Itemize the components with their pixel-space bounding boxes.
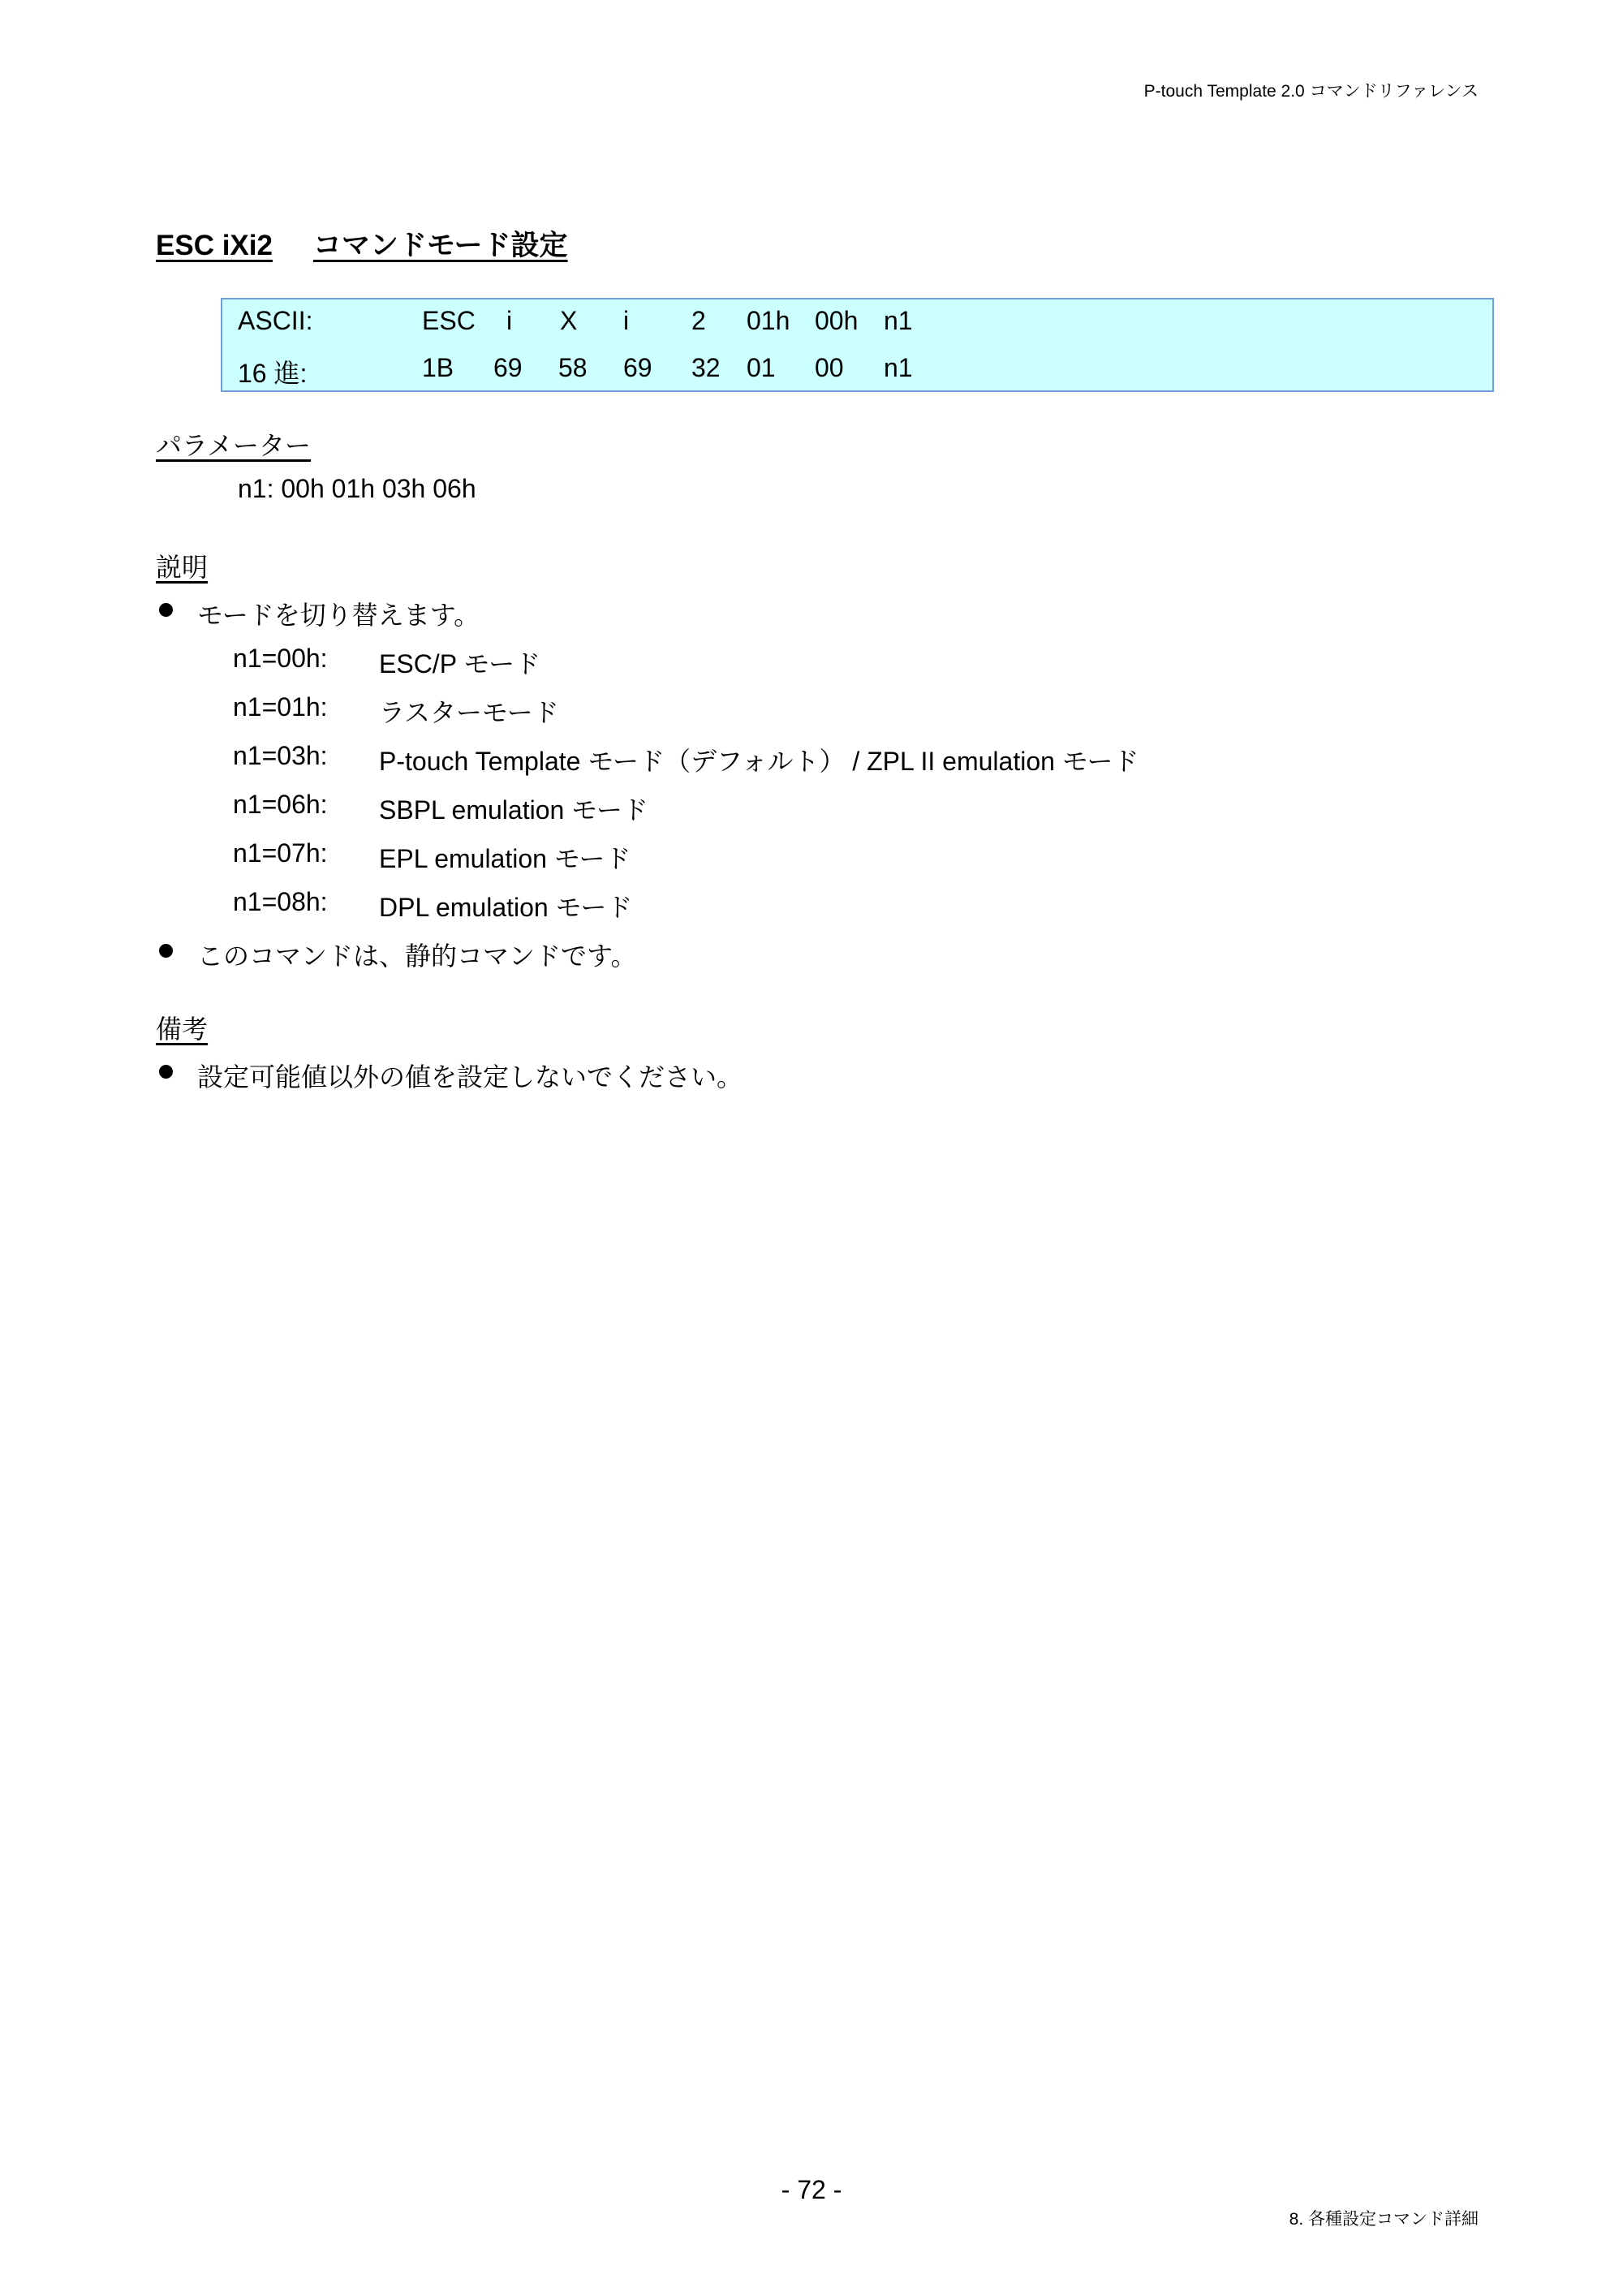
byte-cell: 2 [691,306,706,335]
mode-description: ラスターモード [379,698,559,727]
mode-code: n1=06h: [233,790,328,819]
chapter-footer: 8. 各種設定コマンド詳細 [1289,2210,1479,2229]
byte-cell: 01h [747,306,790,335]
mode-code: n1=03h: [233,741,328,770]
row-label: 16 進: [238,359,308,388]
command-syntax-box [221,298,1494,392]
command-description: コマンドモード設定 [312,230,568,261]
byte-cell: i [623,306,630,335]
mode-description: DPL emulation モード [379,893,633,922]
bullet-icon [159,1065,173,1079]
notes-bullet-1: 設定可能値以外の値を設定しないでください。 [197,1062,743,1092]
byte-cell: 32 [691,353,721,382]
bullet-icon [159,603,173,617]
byte-cell: i [506,306,513,335]
byte-cell: 69 [493,353,523,382]
mode-code: n1=07h: [233,838,328,868]
parameters-value: n1: 00h 01h 03h 06h [238,474,476,503]
notes-heading: 備考 [156,1014,209,1044]
parameters-heading: パラメーター [156,431,312,460]
byte-cell: 01 [747,353,776,382]
section-title [156,223,568,264]
bullet-icon [159,944,173,958]
mode-description: SBPL emulation モード [379,795,648,825]
mode-description: EPL emulation モード [379,844,631,873]
description-heading: 説明 [156,553,209,582]
description-bullet-2: このコマンドは、静的コマンドです。 [197,941,637,971]
row-label: ASCII: [238,306,313,335]
byte-cell: n1 [884,353,913,382]
command-name: ESC iXi2 [156,230,273,261]
page-number: - 72 - [781,2175,842,2204]
byte-cell: 00h [815,306,859,335]
byte-cell: 69 [623,353,652,382]
byte-cell: 58 [558,353,588,382]
byte-cell: n1 [884,306,913,335]
mode-description: ESC/P モード [379,649,541,678]
hex-row [222,353,1492,386]
byte-cell: X [560,306,578,335]
page-header: P-touch Template 2.0 コマンドリファレンス [1143,82,1479,101]
byte-cell: ESC [422,306,476,335]
ascii-row [222,306,1492,338]
mode-code: n1=08h: [233,887,328,916]
mode-code: n1=01h: [233,692,328,722]
mode-description: P-touch Template モード（デフォルト） / ZPL II emulation モード [379,747,1139,776]
byte-cell: 00 [815,353,844,382]
mode-code: n1=00h: [233,644,328,673]
byte-cell: 1B [422,353,454,382]
description-bullet-1: モードを切り替えます。 [197,601,480,630]
